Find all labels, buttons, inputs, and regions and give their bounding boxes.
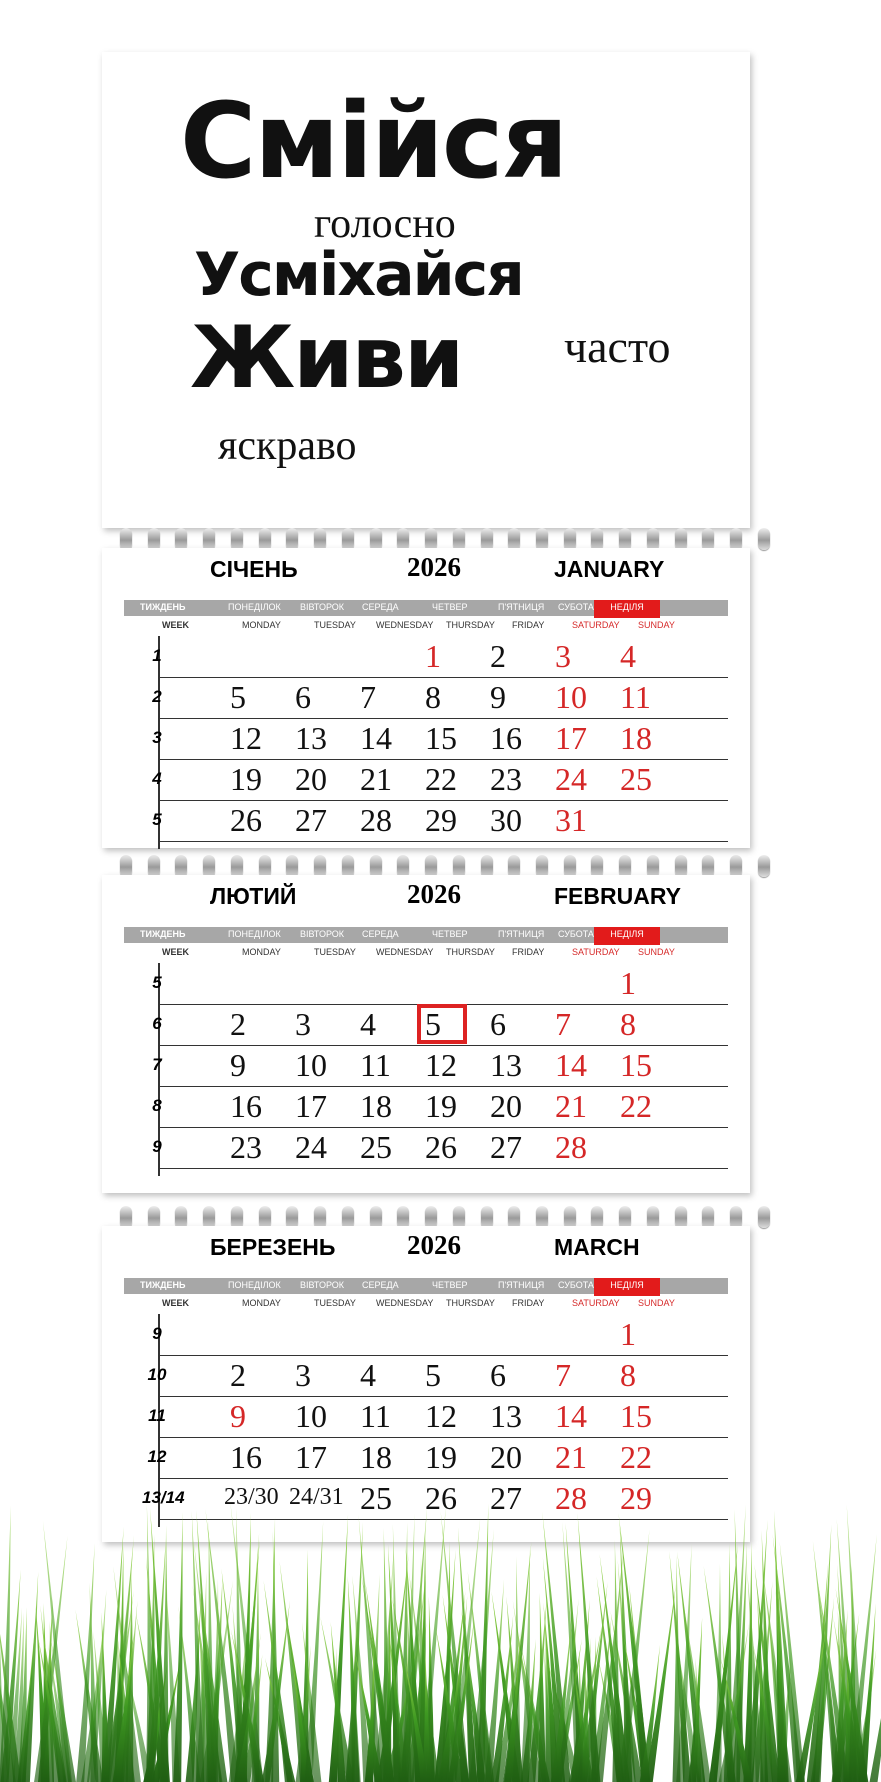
- ring: [286, 855, 298, 877]
- ring: [231, 528, 243, 550]
- ring: [730, 528, 742, 550]
- day-number: 17: [555, 720, 587, 756]
- month-name-ua: СІЧЕНЬ: [210, 556, 298, 582]
- ring: [259, 528, 271, 550]
- ring: [259, 855, 271, 877]
- day-number: 11: [360, 1047, 391, 1083]
- weekday-ua: ВІВТОРОК: [300, 929, 345, 939]
- grass-image: [0, 1500, 881, 1782]
- day-number: 19: [230, 761, 262, 797]
- day-number: 6: [490, 1006, 506, 1042]
- day-number: 3: [295, 1357, 311, 1393]
- day-number: 10: [295, 1398, 327, 1434]
- week-number: 10: [147, 1365, 167, 1384]
- week-number: 12: [147, 1447, 167, 1466]
- ring: [148, 1206, 160, 1228]
- ring: [730, 1206, 742, 1228]
- day-number: 6: [295, 679, 311, 715]
- weekday-ua: НЕДІЛЯ: [594, 927, 660, 945]
- ring: [591, 1206, 603, 1228]
- ring: [508, 528, 520, 550]
- day-number: 27: [295, 802, 327, 838]
- ring: [702, 1206, 714, 1228]
- ring: [175, 1206, 187, 1228]
- weekday-en: TUESDAY: [314, 1298, 356, 1308]
- day-number: 11: [360, 1398, 391, 1434]
- week-number: 13/14: [142, 1488, 185, 1507]
- week-number: 3: [152, 728, 162, 747]
- weekday-ua: СЕРЕДА: [362, 1280, 399, 1290]
- day-number: 2: [230, 1006, 246, 1042]
- day-number: 17: [295, 1088, 327, 1124]
- ring: [120, 528, 132, 550]
- ring: [342, 855, 354, 877]
- weekday-ua: ТИЖДЕНЬ: [140, 602, 186, 612]
- weekday-ua: ПОНЕДІЛОК: [228, 602, 281, 612]
- ring: [120, 855, 132, 877]
- day-number: 28: [555, 1480, 587, 1516]
- month-name-ua: БЕРЕЗЕНЬ: [210, 1234, 336, 1260]
- year: 2026: [407, 552, 461, 582]
- weekday-en: SUNDAY: [638, 947, 675, 957]
- day-number: 5: [425, 1006, 441, 1042]
- weekday-header-en: [102, 620, 750, 634]
- week-number: 9: [152, 1324, 162, 1343]
- day-number: 23/30: [224, 1484, 279, 1510]
- day-number: 25: [620, 761, 652, 797]
- day-number: 4: [360, 1357, 376, 1393]
- week-number: 1: [152, 646, 162, 665]
- day-number: 28: [555, 1129, 587, 1165]
- ring: [314, 1206, 326, 1228]
- week-number: 11: [148, 1406, 166, 1425]
- day-number: 7: [555, 1357, 571, 1393]
- ring: [370, 1206, 382, 1228]
- day-number: 2: [230, 1357, 246, 1393]
- day-number: 19: [425, 1088, 457, 1124]
- weekday-ua: СУБОТА: [558, 602, 594, 612]
- day-number: 22: [620, 1439, 652, 1475]
- day-number: 24/31: [289, 1484, 344, 1510]
- ring: [397, 855, 409, 877]
- weekday-en: THURSDAY: [446, 620, 495, 630]
- ring: [647, 1206, 659, 1228]
- ring: [231, 855, 243, 877]
- day-number: 7: [360, 679, 376, 715]
- day-number: 14: [555, 1398, 587, 1434]
- day-number: 23: [490, 761, 522, 797]
- weekday-en: WEEK: [162, 1298, 189, 1308]
- day-number: 3: [295, 1006, 311, 1042]
- day-number: 9: [230, 1047, 246, 1083]
- ring: [758, 1206, 770, 1228]
- week-number: 5: [152, 810, 162, 829]
- day-number: 24: [295, 1129, 327, 1165]
- month-name-ua: ЛЮТИЙ: [210, 883, 297, 909]
- ring: [481, 528, 493, 550]
- weekday-ua: ПОНЕДІЛОК: [228, 929, 281, 939]
- day-number: 25: [360, 1129, 392, 1165]
- week-number: 2: [152, 687, 162, 706]
- day-number: 19: [425, 1439, 457, 1475]
- weekday-en: MONDAY: [242, 1298, 281, 1308]
- month-february: [102, 875, 750, 1193]
- weekday-ua: ЧЕТВЕР: [432, 1280, 468, 1290]
- weekday-en: SATURDAY: [572, 620, 620, 630]
- day-number: 21: [555, 1439, 587, 1475]
- week-row-line: [158, 636, 728, 678]
- weekday-header-en: [102, 947, 750, 961]
- day-number: 24: [555, 761, 587, 797]
- day-number: 5: [425, 1357, 441, 1393]
- day-number: 1: [620, 1316, 636, 1352]
- day-number: 10: [295, 1047, 327, 1083]
- ring: [536, 855, 548, 877]
- day-number: 15: [620, 1047, 652, 1083]
- weekday-ua: НЕДІЛЯ: [594, 1278, 660, 1296]
- ring: [342, 1206, 354, 1228]
- day-number: 12: [425, 1047, 457, 1083]
- day-number: 11: [620, 679, 651, 715]
- slogan-line-1: Смійся: [180, 80, 567, 202]
- ring: [675, 528, 687, 550]
- ring: [536, 1206, 548, 1228]
- day-number: 28: [360, 802, 392, 838]
- weekday-ua: СУБОТА: [558, 1280, 594, 1290]
- month-header: [102, 1228, 750, 1268]
- ring: [564, 528, 576, 550]
- weekday-en: FRIDAY: [512, 620, 545, 630]
- week-row-line: [158, 1314, 728, 1356]
- ring: [397, 528, 409, 550]
- weekday-ua: П'ЯТНИЦЯ: [498, 929, 545, 939]
- ring: [536, 528, 548, 550]
- ring: [675, 1206, 687, 1228]
- day-number: 27: [490, 1480, 522, 1516]
- today-highlight-box: [417, 1004, 467, 1044]
- day-number: 18: [360, 1088, 392, 1124]
- ring: [675, 855, 687, 877]
- day-number: 9: [490, 679, 506, 715]
- day-number: 6: [490, 1357, 506, 1393]
- day-number: 3: [555, 638, 571, 674]
- day-number: 20: [295, 761, 327, 797]
- ring: [259, 1206, 271, 1228]
- week-row-line: [158, 963, 728, 1005]
- weekday-ua: ВІВТОРОК: [300, 1280, 345, 1290]
- day-number: 20: [490, 1088, 522, 1124]
- day-number: 12: [425, 1398, 457, 1434]
- weekday-ua: ПОНЕДІЛОК: [228, 1280, 281, 1290]
- weekday-en: TUESDAY: [314, 947, 356, 957]
- month-name-en: JANUARY: [554, 556, 665, 582]
- slogan-word-2: часто: [564, 321, 671, 372]
- month-march: [102, 1226, 750, 1542]
- day-number: 23: [230, 1129, 262, 1165]
- ring: [508, 1206, 520, 1228]
- ring: [425, 855, 437, 877]
- ring: [148, 855, 160, 877]
- week-number: 5: [152, 973, 162, 992]
- day-number: 21: [360, 761, 392, 797]
- day-number: 18: [360, 1439, 392, 1475]
- day-number: 15: [620, 1398, 652, 1434]
- weekday-ua: СЕРЕДА: [362, 602, 399, 612]
- ring: [453, 855, 465, 877]
- weekday-ua: НЕДІЛЯ: [594, 600, 660, 618]
- ring: [203, 528, 215, 550]
- day-number: 31: [555, 802, 587, 838]
- day-number: 30: [490, 802, 522, 838]
- ring: [203, 855, 215, 877]
- week-number: 6: [152, 1014, 162, 1033]
- day-number: 18: [620, 720, 652, 756]
- day-number: 16: [490, 720, 522, 756]
- weekday-en: SUNDAY: [638, 1298, 675, 1308]
- ring: [453, 1206, 465, 1228]
- day-number: 14: [360, 720, 392, 756]
- day-number: 12: [230, 720, 262, 756]
- weekday-en: FRIDAY: [512, 1298, 545, 1308]
- day-number: 22: [425, 761, 457, 797]
- ring: [758, 855, 770, 877]
- weekday-ua: ТИЖДЕНЬ: [140, 929, 186, 939]
- ring: [120, 1206, 132, 1228]
- ring: [370, 855, 382, 877]
- day-number: 26: [425, 1129, 457, 1165]
- day-number: 1: [425, 638, 441, 674]
- day-number: 22: [620, 1088, 652, 1124]
- slogan-line-2: Усміхайся: [194, 240, 523, 310]
- month-header: [102, 550, 750, 590]
- weekday-en: WEDNESDAY: [376, 1298, 434, 1308]
- weekday-en: SATURDAY: [572, 1298, 620, 1308]
- slogan-word-3: яскраво: [218, 423, 357, 469]
- ring: [314, 855, 326, 877]
- month-header: [102, 877, 750, 917]
- weekday-en: MONDAY: [242, 947, 281, 957]
- weekday-ua: ВІВТОРОК: [300, 602, 345, 612]
- weekday-en: TUESDAY: [314, 620, 356, 630]
- day-number: 14: [555, 1047, 587, 1083]
- month-name-en: MARCH: [554, 1234, 640, 1260]
- day-number: 8: [425, 679, 441, 715]
- day-number: 26: [425, 1480, 457, 1516]
- ring: [453, 528, 465, 550]
- week-number: 8: [152, 1096, 162, 1115]
- weekday-en: SUNDAY: [638, 620, 675, 630]
- day-number: 8: [620, 1006, 636, 1042]
- day-number: 13: [490, 1047, 522, 1083]
- ring: [619, 528, 631, 550]
- day-number: 17: [295, 1439, 327, 1475]
- day-number: 29: [425, 802, 457, 838]
- ring: [564, 1206, 576, 1228]
- slogan-card: [102, 52, 750, 528]
- weekday-ua: ТИЖДЕНЬ: [140, 1280, 186, 1290]
- weekday-en: MONDAY: [242, 620, 281, 630]
- week-number: 4: [152, 769, 162, 788]
- ring: [231, 1206, 243, 1228]
- ring: [175, 855, 187, 877]
- day-number: 21: [555, 1088, 587, 1124]
- weekday-ua: ЧЕТВЕР: [432, 602, 468, 612]
- ring: [647, 855, 659, 877]
- day-number: 16: [230, 1439, 262, 1475]
- weekday-en: WEDNESDAY: [376, 620, 434, 630]
- day-number: 25: [360, 1480, 392, 1516]
- ring: [203, 1206, 215, 1228]
- ring: [286, 1206, 298, 1228]
- weekday-header-ua: [124, 600, 728, 616]
- day-number: 4: [620, 638, 636, 674]
- week-number: 9: [152, 1137, 162, 1156]
- day-number: 16: [230, 1088, 262, 1124]
- weekday-en: WEEK: [162, 620, 189, 630]
- day-number: 5: [230, 679, 246, 715]
- weekday-ua: СУБОТА: [558, 929, 594, 939]
- ring: [148, 528, 160, 550]
- year: 2026: [407, 879, 461, 909]
- month-name-en: FEBRUARY: [554, 883, 681, 909]
- weekday-header-ua: [124, 1278, 728, 1294]
- ring: [481, 1206, 493, 1228]
- day-number: 9: [230, 1398, 246, 1434]
- day-number: 7: [555, 1006, 571, 1042]
- ring: [342, 528, 354, 550]
- day-number: 13: [490, 1398, 522, 1434]
- weekday-ua: П'ЯТНИЦЯ: [498, 1280, 545, 1290]
- weekday-header-ua: [124, 927, 728, 943]
- ring: [286, 528, 298, 550]
- day-number: 15: [425, 720, 457, 756]
- ring: [175, 528, 187, 550]
- weekday-header-en: [102, 1298, 750, 1312]
- weekday-en: WEEK: [162, 947, 189, 957]
- ring: [619, 1206, 631, 1228]
- day-number: 2: [490, 638, 506, 674]
- year: 2026: [407, 1230, 461, 1260]
- day-number: 1: [620, 965, 636, 1001]
- ring: [397, 1206, 409, 1228]
- weekday-ua: ЧЕТВЕР: [432, 929, 468, 939]
- slogan-word-1: голосно: [314, 201, 456, 247]
- ring: [481, 855, 493, 877]
- ring: [619, 855, 631, 877]
- day-number: 10: [555, 679, 587, 715]
- ring: [591, 855, 603, 877]
- slogan-line-3: Живи: [190, 308, 463, 408]
- day-number: 20: [490, 1439, 522, 1475]
- day-number: 27: [490, 1129, 522, 1165]
- weekday-en: FRIDAY: [512, 947, 545, 957]
- weekday-ua: СЕРЕДА: [362, 929, 399, 939]
- ring: [758, 528, 770, 550]
- ring: [508, 855, 520, 877]
- week-number: 7: [152, 1055, 162, 1074]
- ring: [425, 1206, 437, 1228]
- weekday-ua: П'ЯТНИЦЯ: [498, 602, 545, 612]
- weekday-en: SATURDAY: [572, 947, 620, 957]
- weekday-en: WEDNESDAY: [376, 947, 434, 957]
- ring: [425, 528, 437, 550]
- ring: [702, 855, 714, 877]
- ring: [591, 528, 603, 550]
- ring: [702, 528, 714, 550]
- ring: [314, 528, 326, 550]
- day-number: 26: [230, 802, 262, 838]
- day-number: 29: [620, 1480, 652, 1516]
- ring: [370, 528, 382, 550]
- ring: [647, 528, 659, 550]
- day-number: 4: [360, 1006, 376, 1042]
- ring: [730, 855, 742, 877]
- weekday-en: THURSDAY: [446, 1298, 495, 1308]
- month-january: [102, 548, 750, 848]
- day-number: 13: [295, 720, 327, 756]
- day-number: 8: [620, 1357, 636, 1393]
- weekday-en: THURSDAY: [446, 947, 495, 957]
- ring: [564, 855, 576, 877]
